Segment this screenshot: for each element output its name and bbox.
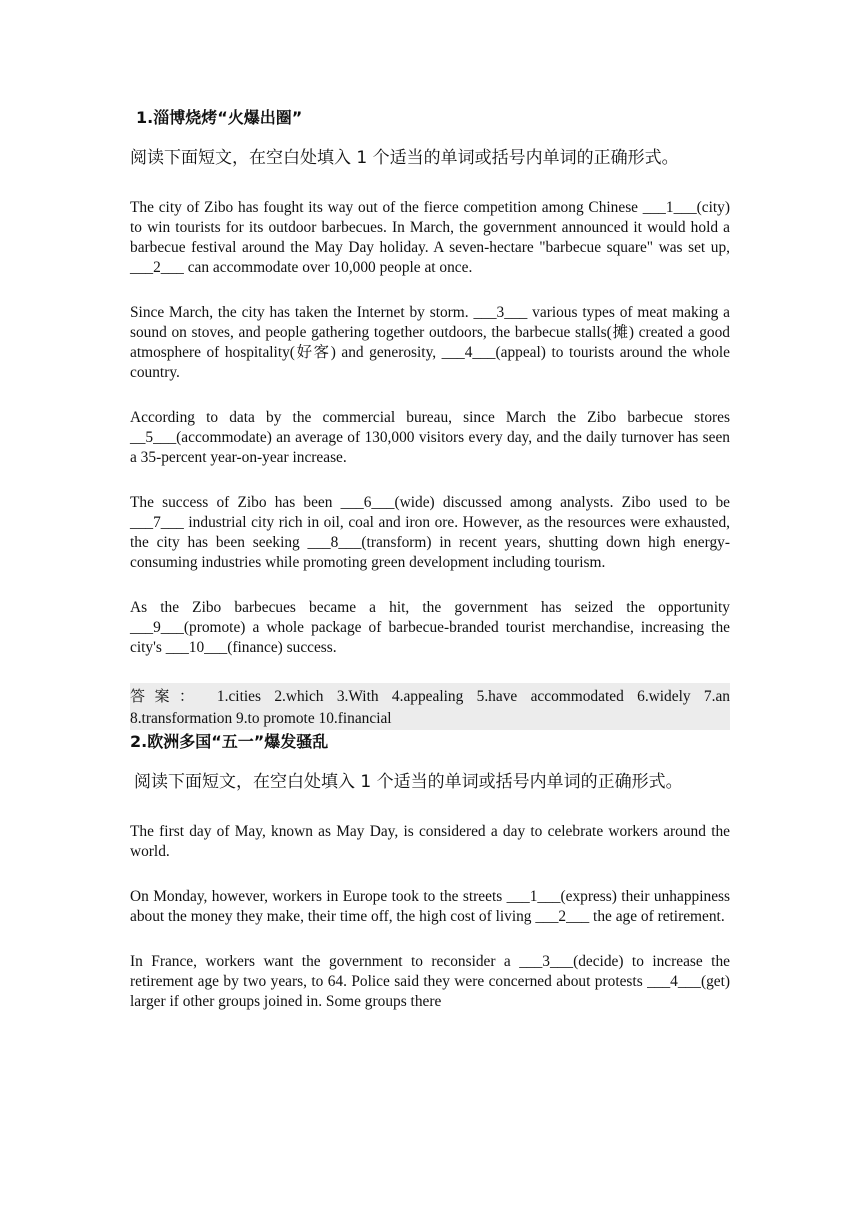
section-1-title: 1.淄博烧烤“火爆出圈”: [136, 108, 303, 127]
section-2-paragraph-3: In France, workers want the government to reconsider a ___3___(decide) to increase the retirement age by two years, to 64. Police said they were concerned about protests ___4___(get) larger if other groups joined in. Some groups there: [130, 953, 730, 1010]
section-1-paragraph-2: Since March, the city has taken the Internet by storm. ___3___ various types of meat making a sound on stoves, and people gathering together outdoors, the barbecue stalls(摊) created a good atmosphere of hospitality(好客) and generosity, ___4___(appeal) to tourists around the whole country.: [130, 304, 730, 381]
answer-label: 答案：: [130, 687, 204, 705]
section-1-answer: [130, 683, 730, 730]
section-2-title: 2.欧洲多国“五一”爆发骚乱: [130, 732, 329, 751]
section-1-paragraph-5: As the Zibo barbecues became a hit, the government has seized the opportunity ___9___(promote) a whole package of barbecue-branded tourist merchandise, increasing the city's ___10___(finance) success.: [130, 599, 730, 656]
section-2-paragraph-1: The first day of May, known as May Day, is considered a day to celebrate workers around the world.: [130, 823, 730, 860]
answer-text: 1.cities 2.which 3.With 4.appealing 5.have accommodated 6.widely 7.an 8.transformation 9.to promote 10.financial: [130, 688, 730, 727]
section-2-paragraph-2: On Monday, however, workers in Europe took to the streets ___1___(express) their unhappiness about the money they make, their time off, the high cost of living ___2___ the age of retirement.: [130, 888, 730, 925]
section-1-paragraph-1: The city of Zibo has fought its way out of the fierce competition among Chinese ___1___(city) to win tourists for its outdoor barbecues. In March, the government announced it would hold a barbecue festival around the May Day holiday. A seven-hectare "barbecue square" was set up, ___2___ can accommodate over 10,000 people at once.: [130, 199, 730, 276]
document-content: [130, 106, 730, 1037]
section-2-instruction: 阅读下面短文，在空白处填入 1 个适当的单词或括号内单词的正确形式。: [134, 772, 683, 792]
section-1-paragraph-4: The success of Zibo has been ___6___(wide) discussed among analysts. Zibo used to be ___7___ industrial city rich in oil, coal and iron ore. However, as the resources were exhausted, the city has been seeking ___8___(transform) in recent years, shutting down high energy-consuming industries while promoting green development including tourism.: [130, 494, 730, 571]
section-1-paragraph-3: According to data by the commercial bureau, since March the Zibo barbecue stores __5___(accommodate) an average of 130,000 visitors every day, and the daily turnover has seen a 35-percent year-on-year increase.: [130, 409, 730, 466]
section-1-instruction: 阅读下面短文，在空白处填入 1 个适当的单词或括号内单词的正确形式。: [130, 148, 679, 168]
